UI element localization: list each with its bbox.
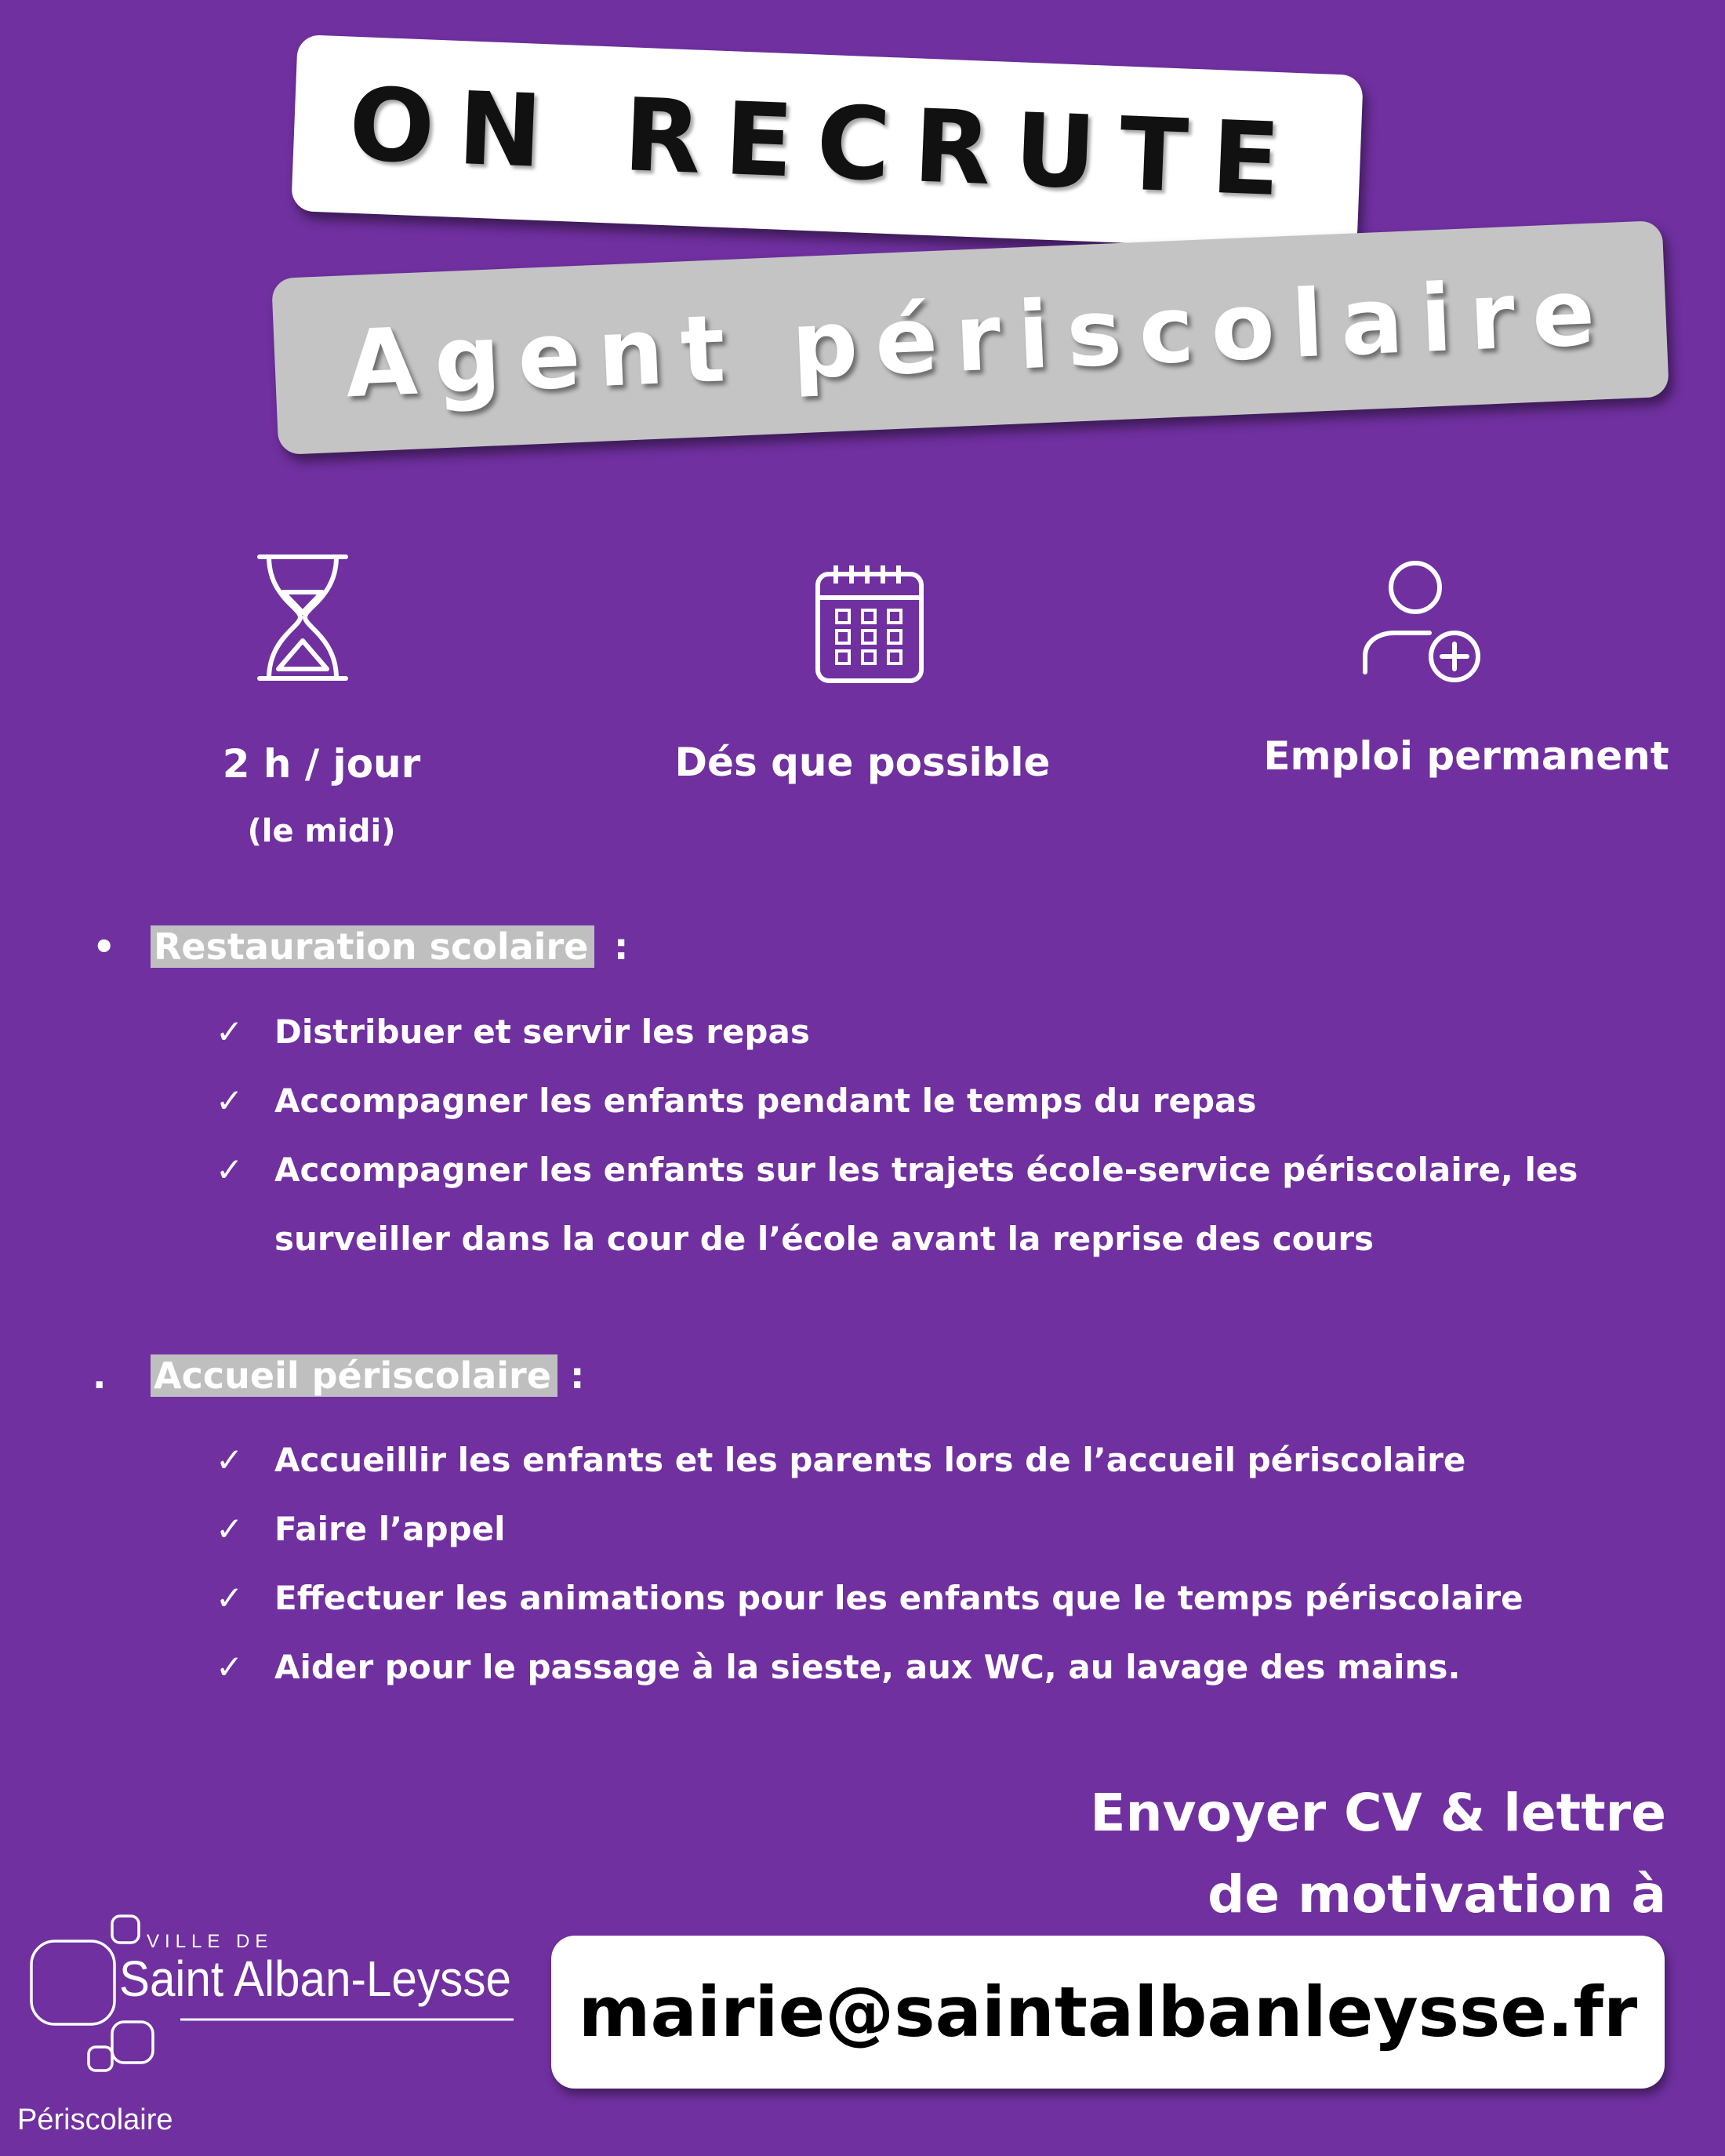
user-add-icon: [1360, 561, 1486, 686]
list-item: ✓ Accompagner les enfants pendant le temps du repas: [216, 1067, 1627, 1136]
cta-line-1: Envoyer CV & lettre: [1090, 1783, 1666, 1843]
check-icon: ✓: [216, 1151, 244, 1189]
check-icon: ✓: [216, 1441, 244, 1479]
list-item: ✓ Accueillir les enfants et les parents lors de l’accueil périscolaire: [216, 1426, 1627, 1495]
check-icon: ✓: [216, 1013, 244, 1051]
list-item: ✓ Effectuer les animations pour les enfants que le temps périscolaire: [216, 1564, 1627, 1633]
bullet: •: [93, 925, 116, 968]
list-item: ✓ Faire l’appel: [216, 1495, 1627, 1564]
calendar-icon: [814, 563, 925, 685]
email-link[interactable]: mairie@saintalbanleysse.fr: [578, 1972, 1638, 2052]
feature-start: [643, 740, 1082, 785]
logo-prefix: VILLE DE: [147, 1931, 274, 1952]
check-icon: ✓: [216, 1579, 244, 1617]
town-logo: [27, 1910, 521, 2082]
bullet: .: [93, 1354, 107, 1397]
job-title-banner: [271, 220, 1669, 455]
task-list-restauration: [216, 998, 1627, 1274]
feature-contract: [1247, 733, 1686, 779]
feature-start-label: Dés que possible: [674, 740, 1051, 785]
feature-hours-label: 2 h / jour: [222, 741, 421, 787]
section-heading-restauration: [94, 925, 721, 976]
section-title: Accueil périscolaire: [151, 1354, 557, 1397]
banner-title: ON RECRUTE: [347, 66, 1306, 220]
section-title: Restauration scolaire: [151, 925, 594, 968]
list-item: ✓ Aider pour le passage à la sieste, aux WC, au lavage des mains.: [216, 1633, 1627, 1702]
cta-line-2: de motivation à: [1208, 1864, 1666, 1925]
list-item: ✓ Distribuer et servir les repas: [216, 998, 1627, 1067]
check-icon: ✓: [216, 1648, 244, 1686]
feature-hours-sub: (le midi): [247, 813, 396, 849]
section-colon: :: [570, 1354, 585, 1397]
footer-label: Périscolaire: [17, 2103, 173, 2136]
hourglass-icon: [255, 553, 350, 682]
application-instructions: [1090, 1772, 1666, 1936]
job-title: Agent périscolaire: [343, 256, 1614, 418]
email-box[interactable]: [551, 1936, 1665, 2089]
list-item: ✓ Accompagner les enfants sur les trajets école-service périscolaire, les surveiller dans la cour de l’école avant la reprise des cours: [216, 1136, 1686, 1274]
section-heading-accueil: [94, 1354, 721, 1405]
on-recrute-banner: [291, 35, 1364, 252]
check-icon: ✓: [216, 1510, 244, 1548]
logo-name: Saint Alban-Leysse: [119, 1951, 511, 2007]
feature-hours: [180, 741, 463, 849]
feature-contract-label: Emploi permanent: [1263, 733, 1669, 779]
check-icon: ✓: [216, 1082, 244, 1120]
task-list-accueil: [216, 1426, 1627, 1702]
section-colon: :: [614, 925, 629, 968]
